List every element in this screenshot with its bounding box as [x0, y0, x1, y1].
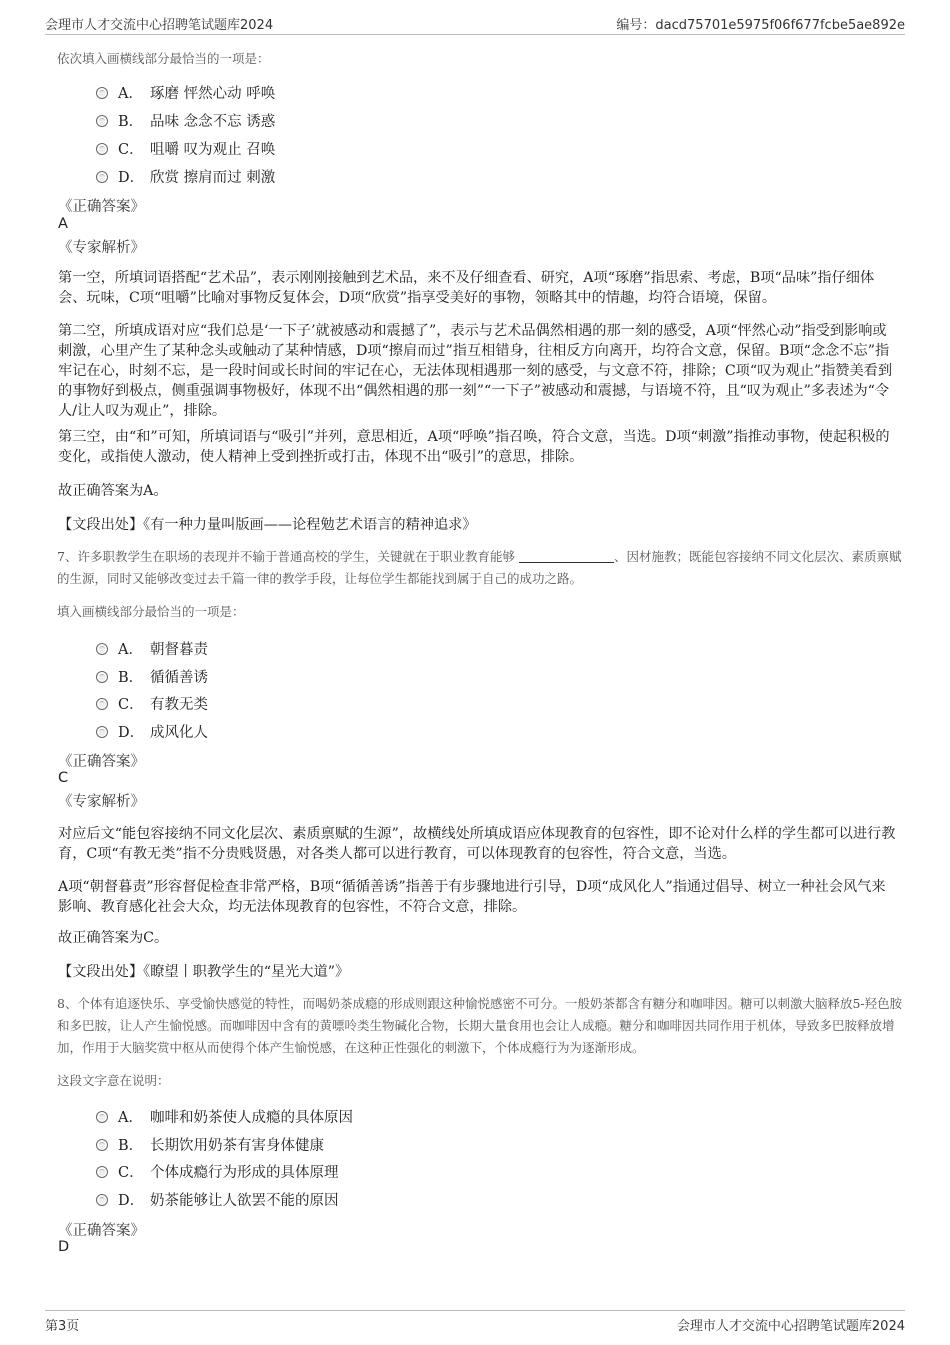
q8-option-d[interactable]: D． 奶茶能够让人欲罢不能的原因: [96, 1189, 339, 1209]
q6-analysis-para-1: 第一空，所填词语搭配“艺术品”，表示刚刚接触到艺术品，来不及仔细查看、研究，A项“琢磨”指思索、考虑，B项“品味”指仔细体会、玩味，C项“咀嚼”比喻对事物反复体会，D项“欣赏”指享受美好的事物，领略其中的情趣，均符合语境，保留。: [58, 270, 875, 306]
radio-icon[interactable]: [96, 1194, 108, 1206]
q8-option-b[interactable]: B． 长期饮用奶茶有害身体健康: [96, 1134, 324, 1154]
q7-analysis-para-2: A项“朝督暮责”形容督促检查非常严格，B项“循循善诱”指善于有步骤地进行引导，D项“成风化人”指通过倡导、树立一种社会风气来影响、教育感化社会大众，均无法体现教育的包容性，不符合文意，排除。: [58, 879, 886, 915]
radio-icon[interactable]: [96, 115, 108, 127]
radio-icon[interactable]: [96, 1139, 108, 1151]
q6-option-d[interactable]: D． 欣赏 擦肩而过 刺激: [96, 166, 275, 186]
q7-option-c[interactable]: C． 有教无类: [96, 693, 208, 713]
q8-prompt: 这段文字意在说明：: [57, 1073, 170, 1088]
q8-option-c[interactable]: C． 个体成瘾行为形成的具体原理: [96, 1161, 339, 1181]
q8-answer-label: 《正确答案》: [58, 1223, 145, 1239]
radio-icon[interactable]: [96, 726, 108, 738]
q8-answer: D: [58, 1239, 70, 1255]
q7-option-a[interactable]: A． 朝督暮责: [96, 638, 208, 658]
q8-question: 8、个体有追逐快乐、享受愉快感觉的特性，而喝奶茶成瘾的形成则跟这种愉悦感密不可分。一般奶茶都含有糖分和咖啡因。糖可以刺激大脑释放5-羟色胺和多巴胺，让人产生愉悦感。而咖啡因中含有的黄嘌呤类生物碱化合物，长期大量食用也会让人成瘾。糖分和咖啡因共同作用于机体，导致多巴胺释放增加，作用于大脑奖赏中枢从而使得个体产生愉悦感，在这种正性强化的刺激下，个体成瘾行为为逐渐形成。: [57, 996, 903, 1055]
q6-answer: A: [58, 216, 68, 232]
q7-prompt: 填入画横线部分最恰当的一项是：: [57, 604, 245, 619]
q6-analysis-label: 《专家解析》: [58, 240, 145, 256]
q6-source: 【文段出处】《有一种力量叫版画——论程勉艺术语言的精神追求》: [58, 517, 477, 533]
radio-icon[interactable]: [96, 1166, 108, 1178]
q6-prompt: 依次填入画横线部分最恰当的一项是：: [57, 51, 270, 66]
fill-blank: [519, 550, 614, 563]
q7-analysis-para-1: 对应后文“能包容接纳不同文化层次、素质禀赋的生源”，故横线处所填成语应体现教育的包容性，即不论对什么样的学生都可以进行教育，C项“有教无类”指不分贵贱贤愚，对各类人都可以进行教育，可以体现教育的包容性，符合文意，当选。: [58, 826, 896, 862]
q7-analysis-label: 《专家解析》: [58, 794, 145, 810]
radio-icon[interactable]: [96, 643, 108, 655]
header-title: 会理市人才交流中心招聘笔试题库2024: [45, 18, 274, 33]
q6-answer-label: 《正确答案》: [58, 199, 145, 215]
footer-title: 会理市人才交流中心招聘笔试题库2024: [676, 1319, 905, 1334]
q6-conclusion: 故正确答案为A。: [58, 483, 168, 499]
radio-icon[interactable]: [96, 1111, 108, 1123]
q7-option-d[interactable]: D． 成风化人: [96, 721, 208, 741]
radio-icon[interactable]: [96, 171, 108, 183]
radio-icon[interactable]: [96, 87, 108, 99]
q7-answer: C: [58, 770, 69, 786]
q7-question: 7、许多职教学生在职场的表现并不输于普通高校的学生，关键就在于职业教育能够 、因材施教；既能包容接纳不同文化层次、素质禀赋的生源，同时又能够改变过去千篇一律的教学手段，让每位学生都能找到属于自己的成功之路。: [57, 549, 902, 586]
q8-option-a[interactable]: A． 咖啡和奶茶使人成瘾的具体原因: [96, 1106, 353, 1126]
radio-icon[interactable]: [96, 698, 108, 710]
page-footer: [45, 1310, 905, 1333]
q7-option-b[interactable]: B． 循循善诱: [96, 666, 208, 686]
radio-icon[interactable]: [96, 143, 108, 155]
q7-answer-label: 《正确答案》: [58, 754, 145, 770]
q6-option-c[interactable]: C． 咀嚼 叹为观止 召唤: [96, 138, 275, 158]
q6-analysis-para-2: 第二空，所填成语对应“我们总是‘一下子’就被感动和震撼了”，表示与艺术品偶然相遇的那一刻的感受，A项“怦然心动”指受到影响或刺激，心里产生了某种念头或触动了某种情感，D项“擦肩而过”指互相错身，往相反方向离开，均符合文意，保留。B项“念念不忘”指牢记在心，时刻不忘，是一段时间或长时间的牢记在心，无法体现相遇那一刻的感受，与文意不符，排除；C项“叹为观止”指赞美看到的事物好到极点，侧重强调事物极好，体现不出“偶然相遇的那一刻”“一下子”被感动和震撼，与语境不符，且“叹为观止”多表述为“令人/让人叹为观止”，排除。: [58, 323, 893, 419]
q6-option-b[interactable]: B． 品味 念念不忘 诱惑: [96, 110, 275, 130]
radio-icon[interactable]: [96, 671, 108, 683]
page-header: [45, 12, 905, 35]
q6-analysis-para-3: 第三空，由“和”可知，所填词语与“吸引”并列，意思相近，A项“呼唤”指召唤，符合文意，当选。D项“刺激”指推动事物，使起积极的变化，或指使人激动，使人精神上受到挫折或打击，体现不出“吸引”的意思，排除。: [58, 429, 890, 465]
q6-option-a[interactable]: A． 琢磨 怦然心动 呼唤: [96, 82, 275, 102]
header-code: 编号：dacd75701e5975f06f677fcbe5ae892e: [616, 18, 905, 33]
footer-page-number: 第3页: [45, 1319, 80, 1334]
q7-conclusion: 故正确答案为C。: [58, 930, 169, 946]
q7-source: 【文段出处】《瞭望丨职教学生的“星光大道”》: [58, 964, 350, 980]
